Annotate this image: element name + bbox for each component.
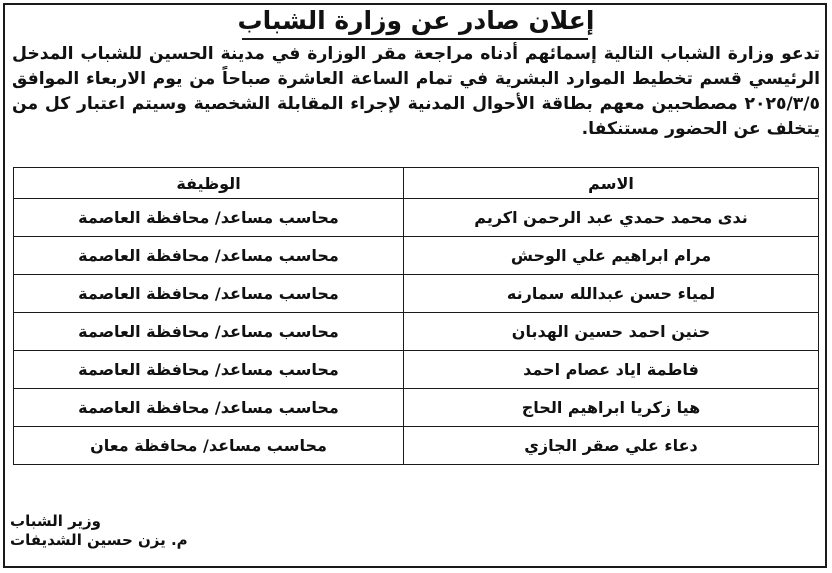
- candidate-name: لمياء حسن عبدالله سمارنه: [404, 275, 819, 313]
- table-row: [14, 199, 819, 237]
- announcement-title: إعلان صادر عن وزارة الشباب: [237, 6, 595, 35]
- table-row: [14, 427, 819, 465]
- candidate-name: مرام ابراهيم علي الوحش: [404, 237, 819, 275]
- candidate-job: محاسب مساعد/ محافظة العاصمة: [14, 351, 404, 389]
- signature-block: [10, 512, 250, 550]
- candidate-name: دعاء علي صقر الجازي: [404, 427, 819, 465]
- table-row: [14, 389, 819, 427]
- candidates-table: [13, 167, 819, 465]
- table-row: [14, 237, 819, 275]
- candidate-job: محاسب مساعد/ محافظة العاصمة: [14, 237, 404, 275]
- candidate-name: فاطمة اياد عصام احمد: [404, 351, 819, 389]
- signature-name: م. يزن حسين الشديفات: [10, 531, 188, 549]
- candidate-job: محاسب مساعد/ محافظة معان: [14, 427, 404, 465]
- header-name: الاسم: [404, 168, 819, 199]
- table-row: [14, 275, 819, 313]
- header-job: الوظيفة: [14, 168, 404, 199]
- signature-role: وزير الشباب: [10, 512, 102, 530]
- candidate-name: ندى محمد حمدي عبد الرحمن اكريم: [404, 199, 819, 237]
- candidate-name: هيا زكريا ابراهيم الحاج: [404, 389, 819, 427]
- table-row: [14, 313, 819, 351]
- candidate-job: محاسب مساعد/ محافظة العاصمة: [14, 199, 404, 237]
- announcement-body: تدعو وزارة الشباب التالية إسمائهم أدناه مراجعة مقر الوزارة في مدينة الحسين للشباب المدخل الرئيسي قسم تخطيط الموارد البشرية في تمام الساعة العاشرة صباحاً من يوم الاربعاء الموافق ٢٠٢٥/٣/٥ مصطحبين معهم بطاقة الأحوال المدنية لإجراء المقابلة الشخصية وسيتم اعتبار كل من يتخلف عن الحضور مستنكفا.: [12, 44, 820, 139]
- candidate-name: حنين احمد حسين الهدبان: [404, 313, 819, 351]
- table-header-row: [14, 168, 819, 199]
- candidate-job: محاسب مساعد/ محافظة العاصمة: [14, 275, 404, 313]
- table-row: [14, 351, 819, 389]
- candidate-job: محاسب مساعد/ محافظة العاصمة: [14, 389, 404, 427]
- title-underline: [242, 38, 588, 40]
- candidate-job: محاسب مساعد/ محافظة العاصمة: [14, 313, 404, 351]
